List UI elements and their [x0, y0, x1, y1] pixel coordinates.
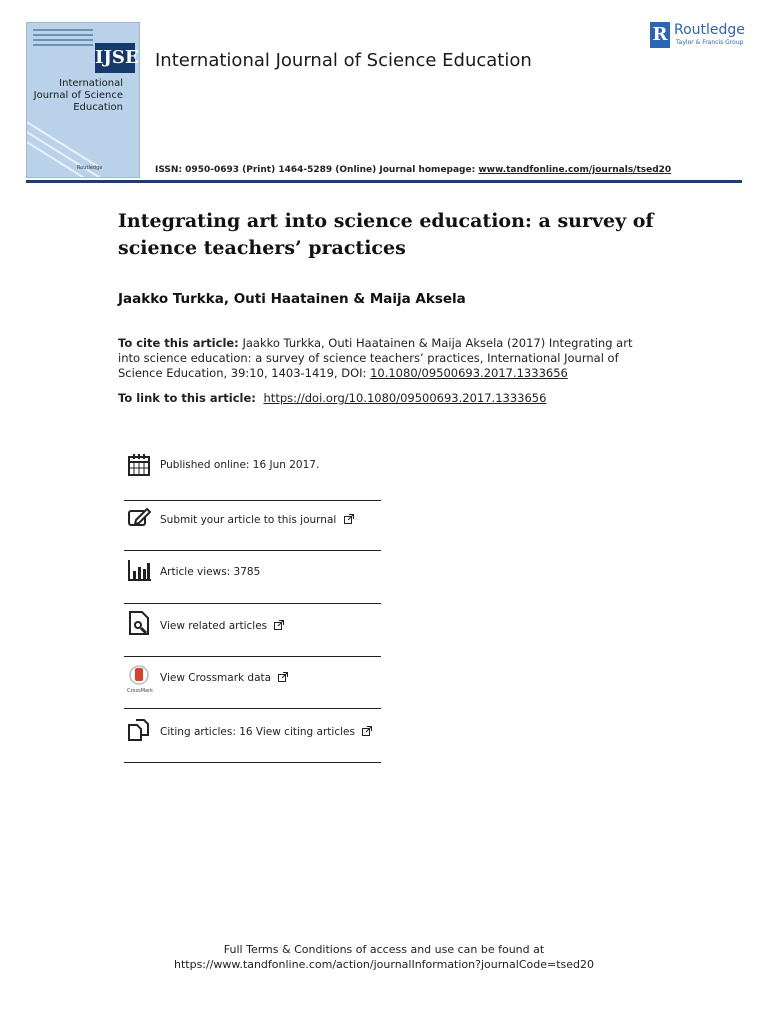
publisher-name: Routledge — [674, 22, 745, 38]
row-divider — [124, 708, 381, 709]
citing-text[interactable] — [160, 726, 372, 738]
external-link-icon — [278, 672, 288, 682]
row-divider — [124, 603, 381, 604]
journal-title: International Journal of Science Education — [155, 50, 532, 71]
footer-terms — [0, 942, 768, 972]
cover-logo: IJSE — [95, 43, 135, 73]
article-title: Integrating art into science education: a survey of science teachers’ practices — [118, 210, 654, 259]
routledge-icon: R — [650, 22, 670, 48]
row-divider — [124, 550, 381, 551]
citation-block — [118, 336, 658, 381]
journal-homepage-link[interactable]: www.tandfonline.com/journals/tsed20 — [478, 165, 672, 175]
cover-publisher: Routledge — [77, 165, 103, 171]
cite-label: To cite this article: — [118, 336, 239, 350]
submit-row[interactable] — [124, 499, 381, 551]
external-link-icon — [274, 620, 284, 630]
article-authors: Jaakko Turkka, Outi Haatainen & Maija Aksela — [118, 291, 466, 307]
cover-decoration — [33, 29, 93, 49]
external-link-icon — [362, 726, 372, 736]
issn-line — [155, 165, 671, 175]
link-label: To link to this article: — [118, 391, 256, 405]
external-link-icon — [344, 514, 354, 524]
calendar-icon — [127, 453, 151, 477]
views-row — [124, 552, 381, 604]
article-doi-link[interactable]: https://doi.org/10.1080/09500693.2017.1333656 — [263, 391, 547, 405]
related-label: View related articles — [160, 620, 268, 632]
crossmark-icon — [127, 665, 151, 689]
issn-text: ISSN: 0950-0693 (Print) 1464-5289 (Online) Journal homepage: — [155, 165, 476, 175]
related-row[interactable] — [124, 605, 381, 657]
crossmark-row[interactable] — [124, 657, 381, 709]
cite-text: Jaakko Turkka, Outi Haatainen & Maija Aksela (2017) Integrating art into science education: a survey of science teachers’ practices, International Journal of Science Education, 39:10, 1403-1419, DOI: — [118, 336, 633, 380]
cover-title: International Journal of Science Education — [33, 78, 123, 113]
footer-terms-link[interactable]: https://www.tandfonline.com/action/journalInformation?journalCode=tsed20 — [174, 958, 594, 971]
citing-articles-icon — [127, 718, 151, 742]
crossmark-caption: CrossMark — [127, 688, 154, 694]
footer-line-1: Full Terms & Conditions of access and use can be found at — [223, 943, 545, 956]
article-link-line — [118, 391, 546, 405]
edit-icon — [127, 506, 151, 530]
publisher-subtitle: Taylor & Francis Group — [676, 39, 744, 46]
published-row — [124, 449, 381, 501]
row-divider — [124, 762, 381, 763]
related-text[interactable] — [160, 620, 284, 632]
header-divider — [26, 180, 742, 183]
bar-chart-icon — [127, 558, 151, 582]
crossmark-label: View Crossmark data — [160, 672, 272, 684]
submit-label: Submit your article to this journal — [160, 514, 337, 526]
crossmark-text[interactable] — [160, 672, 288, 684]
publisher-logo[interactable] — [650, 22, 750, 50]
published-text: Published online: 16 Jun 2017. — [160, 459, 320, 471]
cite-doi-link[interactable]: 10.1080/09500693.2017.1333656 — [370, 366, 568, 380]
submit-text[interactable] — [160, 514, 354, 526]
journal-cover-image — [26, 22, 140, 178]
citing-label: Citing articles: 16 View citing articles — [160, 726, 355, 738]
views-text: Article views: 3785 — [160, 566, 261, 578]
related-articles-icon — [127, 611, 151, 635]
citing-row[interactable] — [124, 711, 381, 763]
